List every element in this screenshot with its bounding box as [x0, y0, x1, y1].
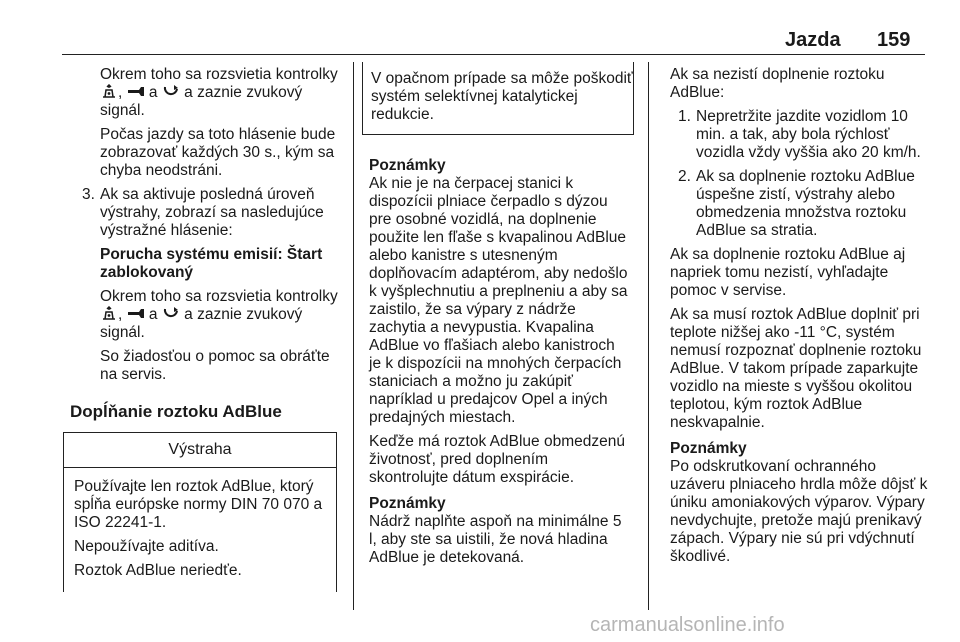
header-rule [62, 54, 925, 55]
note-title-3: Poznámky [670, 440, 747, 457]
warning-box [63, 432, 337, 592]
paragraph-warning-lamps-2: Okrem toho sa rozsvietia kontrolky , a a zaznie zvukový signál. [100, 288, 338, 341]
list-item-2: 2. Ak sa doplnenie roztoku AdBlue úspešne zistí, výstrahy alebo obmedzenia množstva roztoku AdBlue sa stratia. [678, 168, 915, 239]
paragraph-repeat-message: Počas jazdy sa toto hlásenie bude zobrazovať každých 30 s., kým sa chyba neodstráni. [100, 126, 336, 179]
engine-icon [162, 84, 180, 99]
paragraph-contact-service: So žiadosťou o pomoc sa obráťte na servis. [100, 348, 330, 383]
paragraph-warning-lamps-1: Okrem toho sa rozsvietia kontrolky , a a zaznie zvukový signál. [100, 66, 338, 119]
list-item-3: 3. Ak sa aktivuje posledná úroveň výstrahy, zobrazí sa nasledujúce výstražné hlásenie: [82, 186, 324, 239]
note-title-1: Poznámky [369, 157, 446, 174]
column-2 [369, 66, 631, 573]
column-3 [670, 66, 928, 572]
paragraph-expiry: Keďže má roztok AdBlue obmedzenú životnosť, pred doplnením skontrolujte dátum exspirácie. [369, 433, 625, 486]
wrench-icon [127, 306, 145, 321]
adblue-warning-icon [100, 84, 118, 99]
paragraph-seek-service: Ak sa doplnenie roztoku AdBlue aj napriek tomu nezistí, vyhľadajte pomoc v servise. [670, 246, 906, 299]
page-title: Jazda [785, 29, 841, 51]
message-emission-fault: Porucha systému emisií: Štart zablokovaný [100, 246, 323, 281]
note-title-2: Poznámky [369, 495, 446, 512]
column-divider-1 [353, 62, 354, 610]
column-1 [70, 66, 342, 592]
note-text-1: Ak nie je na čerpacej stanici k dispozícii plniace čerpadlo s dýzou pre osobné vozidlá, na doplnenie použite len fľaše s kvapalinou AdBlue alebo kanistre s utesneným doplňovacím adaptérom, aby nedošlo k vyšplechnutiu a preplneniu a aby sa zaistilo, že sa výpary z nádrže zachytia a nevypustia. Kvapalina AdBlue vo fľašiach alebo kanistroch je k dispozícii na mnohých čerpacích staniciach a možno ju zakúpiť napríklad u predajcov Opel a iných predajných miestach. [369, 175, 628, 426]
adblue-warning-icon [100, 306, 118, 321]
note-text-3: Po odskrutkovaní ochranného uzáveru plniaceho hrdla môže dôjsť k úniku amoniakových výparov. Výpary nevdychujte, pretože majú prenikavý zápach. Výpary nie sú pri vdýchnutí škodlivé. [670, 458, 928, 565]
section-title-adblue: Dopĺňanie roztoku AdBlue [70, 402, 282, 421]
warning-body: Používajte len roztok AdBlue, ktorý spĺňa európske normy DIN 70 070 a ISO 22241-1. Nepoužívajte aditíva. Roztok AdBlue neriedťe. [74, 478, 323, 579]
warning-title: Výstraha [64, 433, 336, 468]
watermark: carmanualsonline.info [590, 614, 785, 636]
page-header [0, 0, 960, 60]
list-item-1: 1. Nepretržite jazdite vozidlom 10 min. a tak, aby bola rýchlosť vozidla vždy vyššia ako 20 km/h. [678, 108, 921, 161]
wrench-icon [127, 84, 145, 99]
column-divider-2 [648, 62, 649, 610]
page-number: 159 [877, 29, 911, 51]
engine-icon [162, 306, 180, 321]
warning-box-continued: V opačnom prípade sa môže poškodiť systém selektívnej katalytickej redukcie. [362, 62, 634, 135]
paragraph-not-detected: Ak sa nezistí doplnenie roztoku AdBlue: [670, 66, 885, 101]
paragraph-low-temperature: Ak sa musí roztok AdBlue doplniť pri teplote nižšej ako -11 °C, systém nemusí rozpoznať doplnenie roztoku AdBlue. V takom prípade zaparkujte vozidlo na mieste s vyššou okolitou teplotou, kým roztok AdBlue neskvapalnie. [670, 306, 922, 431]
note-text-2: Nádrž naplňte aspoň na minimálne 5 l, aby ste sa uistili, že nová hladina AdBlue je detekovaná. [369, 513, 622, 566]
